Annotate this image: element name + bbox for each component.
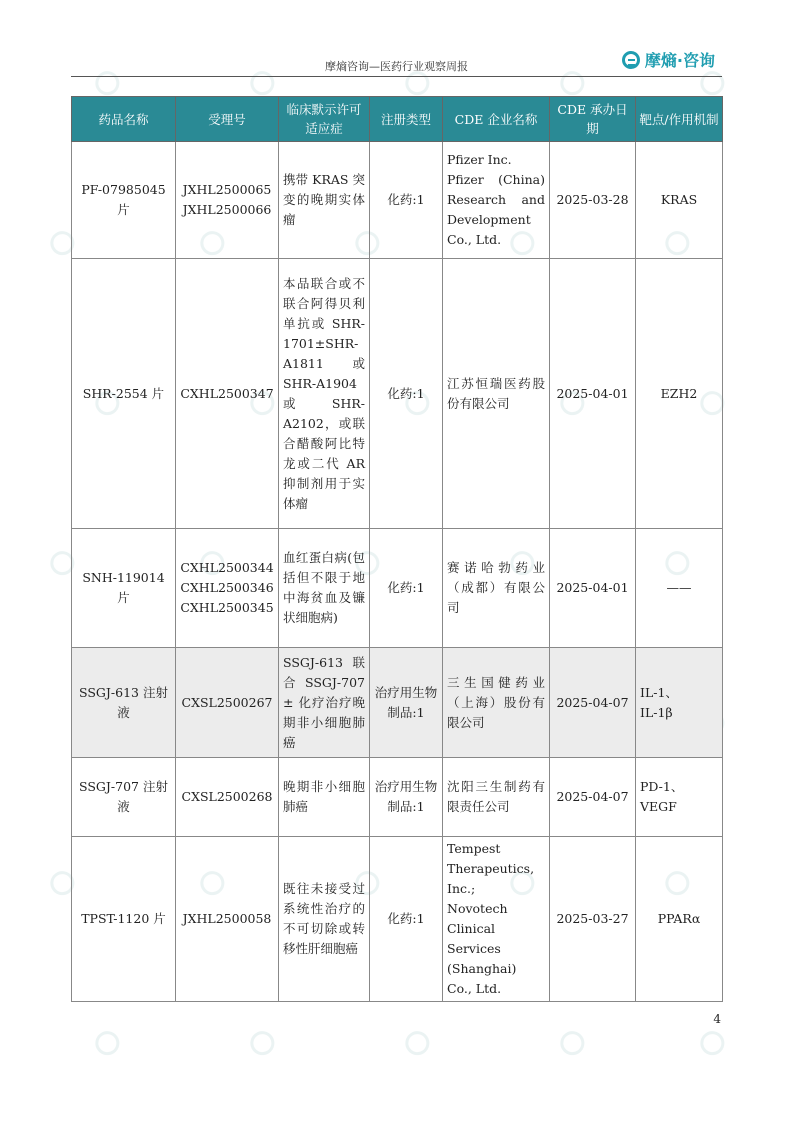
cell-indication: 晚期非小细胞肺癌 (279, 758, 370, 837)
watermark-mark (91, 1024, 128, 1060)
table-row (72, 758, 723, 837)
cell-company: 赛诺哈勃药业（成都）有限公司 (443, 529, 550, 648)
cell-drug: SSGJ-613 注射液 (72, 648, 176, 758)
cell-drug: SHR-2554 片 (72, 259, 176, 529)
cell-company: Pfizer Inc. Pfizer (China) Research and Development Co., Ltd. (443, 142, 550, 259)
cell-date: 2025-03-27 (550, 837, 636, 1002)
cell-company: 三生国健药业（上海）股份有限公司 (443, 648, 550, 758)
watermark-mark (696, 1024, 733, 1060)
logo-text: 摩熵·咨询 (644, 51, 715, 70)
cell-drug: SNH-119014 片 (72, 529, 176, 648)
col-header: 靶点/作用机制 (636, 97, 723, 142)
watermark-mark (401, 1024, 438, 1060)
cell-indication: 携带 KRAS 突变的晚期实体瘤 (279, 142, 370, 259)
header-divider (71, 76, 722, 77)
watermark-mark (246, 1024, 283, 1060)
cell-company: Tempest Therapeutics, Inc.; Novotech Clinical Services (Shanghai) Co., Ltd. (443, 837, 550, 1002)
cell-date: 2025-04-07 (550, 648, 636, 758)
col-header: 受理号 (176, 97, 279, 142)
cell-reg-type: 治疗用生物制品:1 (370, 648, 443, 758)
cell-target: EZH2 (636, 259, 723, 529)
logo-icon (622, 51, 640, 69)
table-row (72, 837, 723, 1002)
col-header: 药品名称 (72, 97, 176, 142)
cell-accept-no: CXSL2500268 (176, 758, 279, 837)
cell-company: 江苏恒瑞医药股份有限公司 (443, 259, 550, 529)
col-header: 注册类型 (370, 97, 443, 142)
table-row (72, 259, 723, 529)
cell-date: 2025-04-01 (550, 259, 636, 529)
cell-accept-no: CXHL2500344 CXHL2500346 CXHL2500345 (176, 529, 279, 648)
cell-target: PPARα (636, 837, 723, 1002)
col-header: 临床默示许可适应症 (279, 97, 370, 142)
cell-company: 沈阳三生制药有限责任公司 (443, 758, 550, 837)
cell-date: 2025-04-01 (550, 529, 636, 648)
cell-accept-no: CXHL2500347 (176, 259, 279, 529)
table-header-row (72, 97, 723, 142)
cell-target: —— (636, 529, 723, 648)
cell-indication: SSGJ-613 联合 SSGJ-707 ± 化疗治疗晚期非小细胞肺癌 (279, 648, 370, 758)
cell-date: 2025-04-07 (550, 758, 636, 837)
page-header-title: 摩熵咨询—医药行业观察周报 (325, 60, 468, 73)
cell-target: IL-1、 IL-1β (636, 648, 723, 758)
col-header: CDE 承办日期 (550, 97, 636, 142)
cell-reg-type: 治疗用生物制品:1 (370, 758, 443, 837)
cell-reg-type: 化药:1 (370, 259, 443, 529)
cell-indication: 既往未接受过系统性治疗的不可切除或转移性肝细胞癌 (279, 837, 370, 1002)
cell-reg-type: 化药:1 (370, 837, 443, 1002)
brand-logo (622, 48, 715, 71)
cell-target: PD-1、 VEGF (636, 758, 723, 837)
cell-target: KRAS (636, 142, 723, 259)
watermark-mark (556, 1024, 593, 1060)
cell-accept-no: JXHL2500065 JXHL2500066 (176, 142, 279, 259)
table-row (72, 648, 723, 758)
cell-drug: TPST-1120 片 (72, 837, 176, 1002)
cell-reg-type: 化药:1 (370, 529, 443, 648)
cell-indication: 本品联合或不联合阿得贝利单抗或 SHR-1701±SHR-A1811 或 SHR-A1904 或 SHR-A2102，或联合醋酸阿比特龙或二代 AR 抑制剂用于实体瘤 (279, 259, 370, 529)
drug-approval-table (71, 96, 723, 1002)
cell-accept-no: JXHL2500058 (176, 837, 279, 1002)
col-header: CDE 企业名称 (443, 97, 550, 142)
cell-date: 2025-03-28 (550, 142, 636, 259)
cell-accept-no: CXSL2500267 (176, 648, 279, 758)
table-row (72, 142, 723, 259)
cell-reg-type: 化药:1 (370, 142, 443, 259)
page-number: 4 (713, 1012, 721, 1026)
table-row (72, 529, 723, 648)
cell-indication: 血红蛋白病(包括但不限于地中海贫血及镰状细胞病) (279, 529, 370, 648)
cell-drug: SSGJ-707 注射液 (72, 758, 176, 837)
cell-drug: PF-07985045 片 (72, 142, 176, 259)
